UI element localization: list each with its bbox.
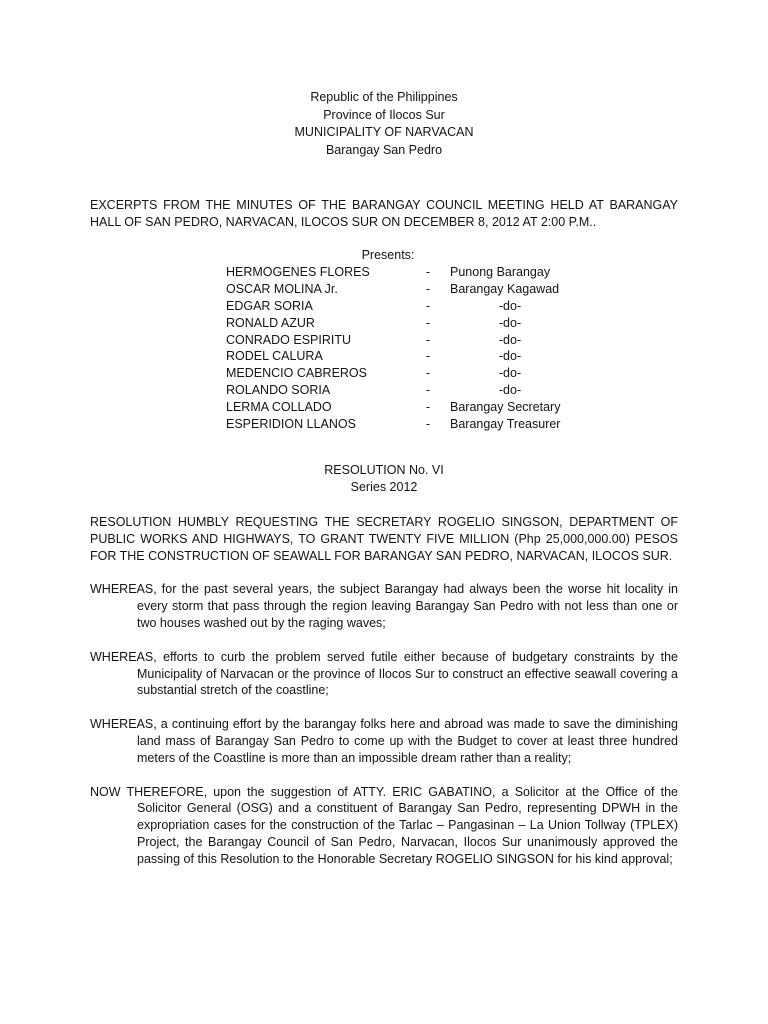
attendee-position: Barangay Secretary <box>450 399 561 414</box>
attendee-dash: - <box>425 416 431 431</box>
attendee-position: Barangay Treasurer <box>450 416 561 431</box>
attendee-row <box>226 264 570 281</box>
attendee-position: -do- <box>498 298 522 313</box>
header-republic: Republic of the Philippines <box>310 90 458 104</box>
attendee-position: -do- <box>498 366 522 381</box>
attendee-position: Barangay Kagawad <box>450 282 560 297</box>
whereas-paragraph: WHEREAS, efforts to curb the problem served futile either because of budgetary constraints by the Municipality of Narvacan or the province of Ilocos Sur to construct an effective seawall covering a substantial stretch of the coastline; <box>90 649 678 698</box>
attendee-dash: - <box>425 349 431 364</box>
attendee-dash: - <box>425 399 431 414</box>
attendee-row <box>226 399 570 416</box>
attendee-name: LERMA COLLADO <box>226 399 332 414</box>
attendee-dash: - <box>425 332 431 347</box>
attendee-row <box>226 365 570 382</box>
attendee-dash: - <box>425 315 431 330</box>
resolution-title: RESOLUTION HUMBLY REQUESTING THE SECRETARY ROGELIO SINGSON, DEPARTMENT OF PUBLIC WORKS AND HIGHWAYS, TO GRANT TWENTY FIVE MILLION (Php 25,000,000.00) PESOS FOR THE CONSTRUCTION OF SEAWALL FOR BARANGAY SAN PEDRO, NARVACAN, ILOCOS SUR. <box>90 514 678 563</box>
minutes-excerpt: EXCERPTS FROM THE MINUTES OF THE BARANGAY COUNCIL MEETING HELD AT BARANGAY HALL OF SAN PEDRO, NARVACAN, ILOCOS SUR ON DECEMBER 8, 2012 AT 2:00 P.M.. <box>90 198 678 229</box>
resolution-series: Series 2012 <box>350 480 418 495</box>
document-header <box>90 89 678 159</box>
attendee-row <box>226 382 570 399</box>
attendee-position: -do- <box>498 382 522 397</box>
attendee-name: CONRADO ESPIRITU <box>226 332 352 347</box>
attendee-dash: - <box>425 265 431 280</box>
whereas-paragraph: WHEREAS, a continuing effort by the barangay folks here and abroad was made to save the diminishing land mass of Barangay San Pedro to come up with the Budget to cover at least three hundred meters of the Coastline is more than an impossible dream rather than a reality; <box>90 717 678 765</box>
now-therefore-paragraph: NOW THEREFORE, upon the suggestion of ATTY. ERIC GABATINO, a Solicitor at the Office of the Solicitor General (OSG) and a constituent of Barangay San Pedro, representing DPWH in the expropriation cases for the construction of the Tarlac – Pangasinan – La Union Tollway (TPLEX) Project, the Barangay Council of San Pedro, Narvacan, Ilocos Sur unanimously approved the passing of this Resolution to the Honorable Secretary ROGELIO SINGSON for his kind approval; <box>90 784 678 866</box>
attendee-position: -do- <box>498 349 522 364</box>
attendee-row <box>226 298 570 315</box>
attendee-row <box>226 332 570 349</box>
attendee-dash: - <box>425 298 431 313</box>
resolution-number: RESOLUTION No. VI <box>324 463 444 478</box>
presents-title: Presents: <box>361 247 415 262</box>
attendee-name: HERMOGENES FLORES <box>226 265 370 280</box>
attendee-row <box>226 348 570 365</box>
attendee-dash: - <box>425 282 431 297</box>
attendee-position: -do- <box>498 332 522 347</box>
attendee-name: ROLANDO SORIA <box>226 382 331 397</box>
header-municipality: MUNICIPALITY OF NARVACAN <box>294 125 474 139</box>
attendee-name: MEDENCIO CABREROS <box>226 366 367 381</box>
header-barangay: Barangay San Pedro <box>325 142 443 157</box>
attendee-position: -do- <box>498 315 522 330</box>
whereas-paragraph: WHEREAS, for the past several years, the subject Barangay had always been the worse hit locality in every storm that pass through the region leaving Barangay San Pedro with not less than one or two houses washed out by the raging waves; <box>90 582 678 630</box>
attendee-name: ESPERIDION LLANOS <box>226 416 356 431</box>
attendee-row <box>226 281 570 298</box>
resolution-heading <box>90 462 678 496</box>
attendee-name: RODEL CALURA <box>226 349 323 364</box>
attendee-dash: - <box>425 366 431 381</box>
attendee-name: EDGAR SORIA <box>226 298 313 313</box>
header-province: Province of Ilocos Sur <box>323 107 445 122</box>
attendee-position: Punong Barangay <box>450 265 551 280</box>
attendee-row <box>226 416 570 433</box>
attendee-dash: - <box>425 382 431 397</box>
attendees-table <box>226 264 570 432</box>
attendee-name: RONALD AZUR <box>226 315 315 330</box>
attendee-name: OSCAR MOLINA Jr. <box>226 282 338 297</box>
attendee-row <box>226 315 570 332</box>
